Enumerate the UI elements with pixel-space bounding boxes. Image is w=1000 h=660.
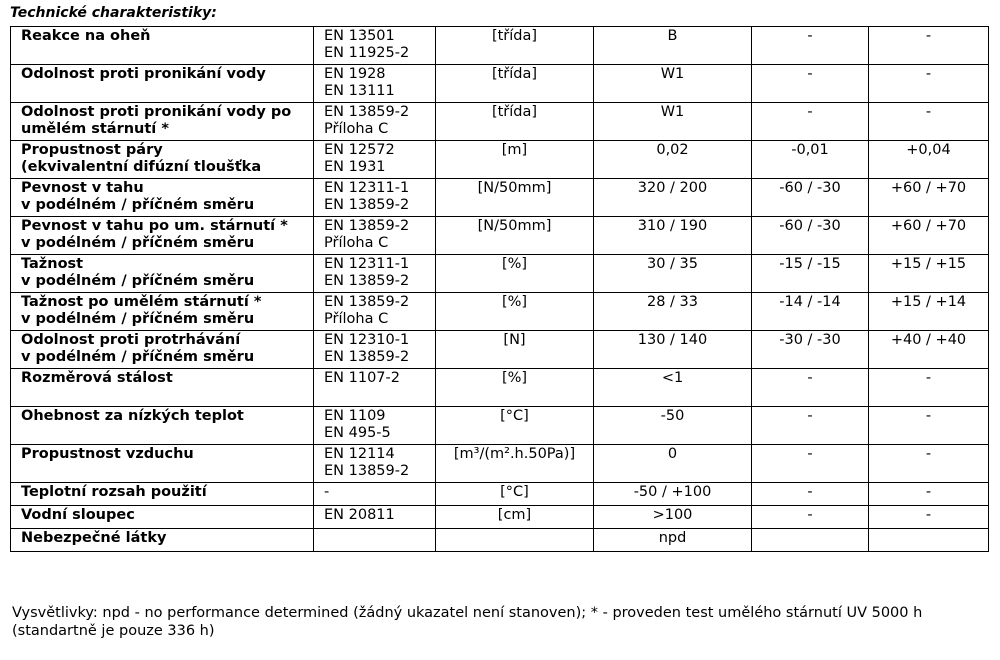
tolerance-minus-cell bbox=[752, 529, 869, 552]
parameter-cell bbox=[11, 445, 314, 483]
norm-line: EN 13111 bbox=[324, 83, 395, 99]
norm-cell bbox=[314, 141, 436, 179]
norm-line: EN 13859-2 bbox=[324, 273, 410, 289]
value-cell: B bbox=[594, 27, 752, 65]
norm-line: EN 1107-2 bbox=[324, 370, 400, 386]
tolerance-plus-cell: +60 / +70 bbox=[869, 217, 989, 255]
parameter-line: Odolnost proti protrhávání bbox=[21, 332, 241, 348]
norm-line: EN 495-5 bbox=[324, 425, 391, 441]
parameter-line: Pevnost v tahu po um. stárnutí * bbox=[21, 218, 288, 234]
parameter-line: Ohebnost za nízkých teplot bbox=[21, 408, 244, 424]
parameter-cell bbox=[11, 483, 314, 506]
unit-cell: [°C] bbox=[436, 483, 594, 506]
unit-cell: [%] bbox=[436, 255, 594, 293]
parameter-cell bbox=[11, 27, 314, 65]
table-row bbox=[11, 103, 989, 141]
table-row bbox=[11, 445, 989, 483]
norm-line: EN 1931 bbox=[324, 159, 386, 175]
parameter-line: v podélném / příčném směru bbox=[21, 349, 255, 365]
unit-cell: [N/50mm] bbox=[436, 179, 594, 217]
value-cell: 28 / 33 bbox=[594, 293, 752, 331]
parameter-cell bbox=[11, 293, 314, 331]
value-cell: 310 / 190 bbox=[594, 217, 752, 255]
tolerance-minus-cell: - bbox=[752, 483, 869, 506]
parameter-cell bbox=[11, 506, 314, 529]
norm-cell bbox=[314, 27, 436, 65]
parameter-line: Propustnost páry bbox=[21, 142, 163, 158]
unit-cell: [cm] bbox=[436, 506, 594, 529]
norm-cell bbox=[314, 407, 436, 445]
value-cell: 130 / 140 bbox=[594, 331, 752, 369]
parameter-line: Tažnost bbox=[21, 256, 84, 272]
tolerance-plus-cell: - bbox=[869, 483, 989, 506]
value-cell: 320 / 200 bbox=[594, 179, 752, 217]
norm-line: EN 12572 bbox=[324, 142, 395, 158]
tolerance-plus-cell: +15 / +15 bbox=[869, 255, 989, 293]
tolerance-plus-cell: +40 / +40 bbox=[869, 331, 989, 369]
norm-cell bbox=[314, 369, 436, 407]
parameter-cell bbox=[11, 65, 314, 103]
tolerance-minus-cell: -14 / -14 bbox=[752, 293, 869, 331]
unit-cell: [třída] bbox=[436, 103, 594, 141]
tolerance-minus-cell: -15 / -15 bbox=[752, 255, 869, 293]
tolerance-minus-cell: -0,01 bbox=[752, 141, 869, 179]
spec-table bbox=[10, 26, 989, 552]
parameter-line: Pevnost v tahu bbox=[21, 180, 144, 196]
parameter-line: Odolnost proti pronikání vody po bbox=[21, 104, 292, 120]
parameter-line: Rozměrová stálost bbox=[21, 370, 173, 386]
value-cell: 30 / 35 bbox=[594, 255, 752, 293]
norm-cell bbox=[314, 179, 436, 217]
norm-cell bbox=[314, 445, 436, 483]
table-row bbox=[11, 407, 989, 445]
norm-line: Příloha C bbox=[324, 235, 389, 251]
tolerance-minus-cell: - bbox=[752, 407, 869, 445]
norm-line: EN 1928 bbox=[324, 66, 386, 82]
unit-cell bbox=[436, 529, 594, 552]
parameter-line: v podélném / příčném směru bbox=[21, 235, 255, 251]
parameter-line: Odolnost proti pronikání vody bbox=[21, 66, 266, 82]
parameter-line: v podélném / příčném směru bbox=[21, 273, 255, 289]
table-row bbox=[11, 217, 989, 255]
tolerance-plus-cell: +60 / +70 bbox=[869, 179, 989, 217]
value-cell: npd bbox=[594, 529, 752, 552]
table-row bbox=[11, 529, 989, 552]
norm-line: Příloha C bbox=[324, 311, 389, 327]
norm-line: EN 13501 bbox=[324, 28, 395, 44]
norm-line: EN 13859-2 bbox=[324, 197, 410, 213]
unit-cell: [°C] bbox=[436, 407, 594, 445]
value-cell: W1 bbox=[594, 65, 752, 103]
norm-line: EN 13859-2 bbox=[324, 218, 410, 234]
norm-line: - bbox=[324, 484, 330, 500]
norm-line: EN 12311-1 bbox=[324, 256, 410, 272]
spec-table-body bbox=[11, 27, 989, 552]
norm-line: Příloha C bbox=[324, 121, 389, 137]
value-cell: -50 / +100 bbox=[594, 483, 752, 506]
table-row bbox=[11, 141, 989, 179]
norm-line: EN 1109 bbox=[324, 408, 386, 424]
parameter-cell bbox=[11, 141, 314, 179]
parameter-cell bbox=[11, 103, 314, 141]
tolerance-minus-cell: - bbox=[752, 103, 869, 141]
parameter-cell bbox=[11, 407, 314, 445]
tolerance-plus-cell: - bbox=[869, 103, 989, 141]
tolerance-plus-cell bbox=[869, 529, 989, 552]
tolerance-plus-cell: - bbox=[869, 407, 989, 445]
unit-cell: [m³/(m².h.50Pa)] bbox=[436, 445, 594, 483]
norm-line: EN 13859-2 bbox=[324, 463, 410, 479]
table-row bbox=[11, 331, 989, 369]
norm-cell bbox=[314, 65, 436, 103]
table-row bbox=[11, 27, 989, 65]
tolerance-plus-cell: - bbox=[869, 445, 989, 483]
norm-cell bbox=[314, 483, 436, 506]
unit-cell: [%] bbox=[436, 369, 594, 407]
parameter-cell bbox=[11, 255, 314, 293]
tolerance-minus-cell: - bbox=[752, 369, 869, 407]
parameter-line: v podélném / příčném směru bbox=[21, 197, 255, 213]
tolerance-plus-cell: - bbox=[869, 27, 989, 65]
tolerance-minus-cell: - bbox=[752, 65, 869, 103]
table-row bbox=[11, 65, 989, 103]
norm-line: EN 11925-2 bbox=[324, 45, 410, 61]
unit-cell: [třída] bbox=[436, 27, 594, 65]
norm-line: EN 12114 bbox=[324, 446, 395, 462]
value-cell: >100 bbox=[594, 506, 752, 529]
table-row bbox=[11, 369, 989, 407]
tolerance-plus-cell: +0,04 bbox=[869, 141, 989, 179]
norm-line: EN 12310-1 bbox=[324, 332, 410, 348]
unit-cell: [%] bbox=[436, 293, 594, 331]
tolerance-plus-cell: - bbox=[869, 65, 989, 103]
parameter-line: Teplotní rozsah použití bbox=[21, 484, 207, 500]
value-cell: W1 bbox=[594, 103, 752, 141]
tolerance-plus-cell: +15 / +14 bbox=[869, 293, 989, 331]
parameter-cell bbox=[11, 179, 314, 217]
value-cell: <1 bbox=[594, 369, 752, 407]
tolerance-minus-cell: - bbox=[752, 506, 869, 529]
tolerance-minus-cell: -60 / -30 bbox=[752, 217, 869, 255]
parameter-cell bbox=[11, 369, 314, 407]
table-row bbox=[11, 483, 989, 506]
norm-cell bbox=[314, 506, 436, 529]
norm-line: EN 12311-1 bbox=[324, 180, 410, 196]
norm-cell bbox=[314, 217, 436, 255]
norm-line: EN 13859-2 bbox=[324, 294, 410, 310]
tolerance-minus-cell: - bbox=[752, 445, 869, 483]
parameter-line: Nebezpečné látky bbox=[21, 530, 167, 546]
unit-cell: [N/50mm] bbox=[436, 217, 594, 255]
tolerance-minus-cell: - bbox=[752, 27, 869, 65]
parameter-line: Propustnost vzduchu bbox=[21, 446, 194, 462]
parameter-line: (ekvivalentní difúzní tloušťka bbox=[21, 159, 262, 175]
norm-cell bbox=[314, 293, 436, 331]
norm-cell bbox=[314, 331, 436, 369]
norm-cell bbox=[314, 103, 436, 141]
table-row bbox=[11, 255, 989, 293]
tolerance-plus-cell: - bbox=[869, 506, 989, 529]
table-row bbox=[11, 179, 989, 217]
norm-line: EN 20811 bbox=[324, 507, 395, 523]
unit-cell: [N] bbox=[436, 331, 594, 369]
parameter-cell bbox=[11, 331, 314, 369]
value-cell: -50 bbox=[594, 407, 752, 445]
norm-cell bbox=[314, 529, 436, 552]
tolerance-minus-cell: -30 / -30 bbox=[752, 331, 869, 369]
norm-cell bbox=[314, 255, 436, 293]
unit-cell: [třída] bbox=[436, 65, 594, 103]
norm-line: EN 13859-2 bbox=[324, 104, 410, 120]
section-heading: Technické charakteristiky: bbox=[10, 5, 217, 21]
norm-line: EN 13859-2 bbox=[324, 349, 410, 365]
table-row bbox=[11, 293, 989, 331]
value-cell: 0,02 bbox=[594, 141, 752, 179]
value-cell: 0 bbox=[594, 445, 752, 483]
parameter-cell bbox=[11, 529, 314, 552]
parameter-line: Tažnost po umělém stárnutí * bbox=[21, 294, 262, 310]
tolerance-plus-cell: - bbox=[869, 369, 989, 407]
parameter-cell bbox=[11, 217, 314, 255]
parameter-line: Vodní sloupec bbox=[21, 507, 135, 523]
footnote: Vysvětlivky: npd - no performance determined (žádný ukazatel není stanoven); * - proveden test umělého stárnutí UV 5000 h (standartně je pouze 336 h) bbox=[12, 605, 923, 639]
table-row bbox=[11, 506, 989, 529]
parameter-line: Reakce na oheň bbox=[21, 28, 151, 44]
unit-cell: [m] bbox=[436, 141, 594, 179]
tolerance-minus-cell: -60 / -30 bbox=[752, 179, 869, 217]
parameter-line: v podélném / příčném směru bbox=[21, 311, 255, 327]
parameter-line: umělém stárnutí * bbox=[21, 121, 169, 137]
